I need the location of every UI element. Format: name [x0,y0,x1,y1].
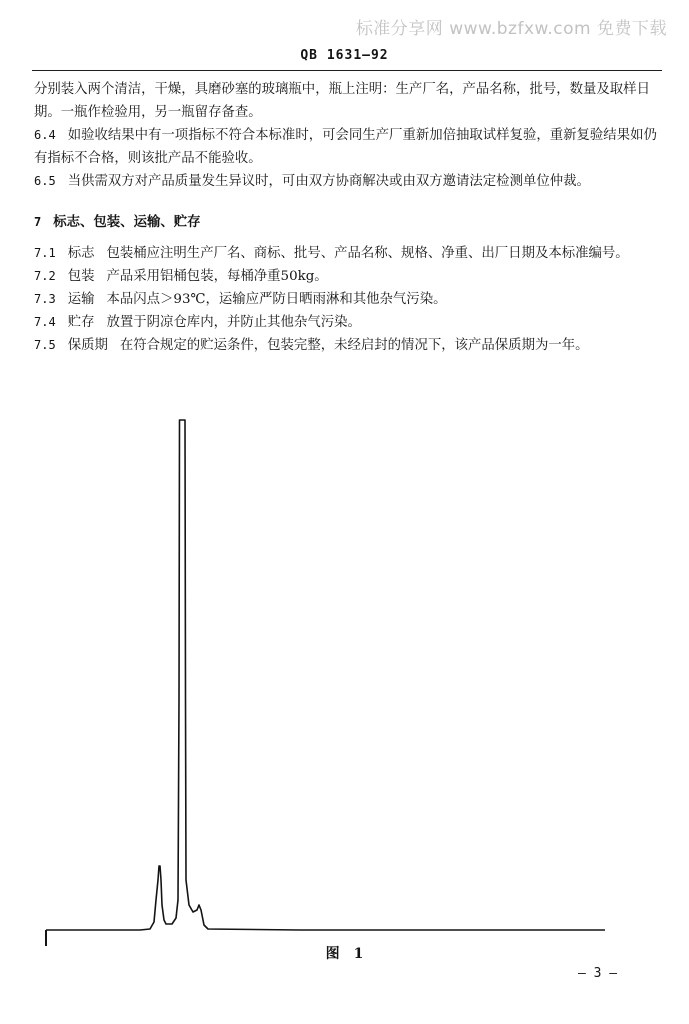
clause-label: 保质期 [67,338,108,353]
clause-number: 7.3 [34,292,56,306]
clause-7-5 [34,334,659,357]
watermark: 标准分享网 www.bzfxw.com 免费下载 [355,19,667,39]
clause-text: 放置于阴凉仓库内，并防止其他杂气污染。 [106,315,361,330]
header-rule [32,70,662,71]
clause-7-2 [34,265,659,288]
clause-6-5 [34,170,659,193]
document-body [34,78,659,357]
clause-label: 运输 [67,292,95,307]
clause-7-4 [34,311,659,334]
figure-caption: 图 1 [325,946,364,962]
clause-7-3 [34,288,659,311]
clause-label: 包装 [67,269,95,284]
section-7-heading [34,211,659,234]
standard-number-header: QB 1631—92 [300,48,389,63]
paragraph-text: 分别装入两个清洁，干燥，具磨砂塞的玻璃瓶中，瓶上注明：生产厂名，产品名称，批号，数量及取样日期。一瓶作检验用，另一瓶留存备查。 [34,82,650,120]
paragraph-continuation [34,78,659,124]
clause-number: 7.2 [34,269,56,283]
clause-label: 标志 [67,246,95,261]
page-number: — 3 — [578,966,618,981]
clause-number: 7.1 [34,246,56,260]
clause-6-4 [34,124,659,170]
clause-number: 6.4 [34,128,56,142]
clause-text: 本品闪点＞93℃，运输应严防日晒雨淋和其他杂气污染。 [106,292,447,307]
clause-text: 当供需双方对产品质量发生异议时，可由双方协商解决或由双方邀请法定检测单位仲裁。 [67,174,590,189]
section-title: 标志、包装、运输、贮存 [53,214,201,230]
clause-text: 产品采用铝桶包装，每桶净重50kg。 [106,269,328,284]
clause-7-1 [34,242,659,265]
chromatogram-figure [0,410,689,950]
section-number: 7 [34,215,42,229]
clause-text: 在符合规定的贮运条件，包装完整，未经启封的情况下，该产品保质期为一年。 [119,338,589,353]
clause-label: 贮存 [67,315,95,330]
clause-text: 包装桶应注明生产厂名、商标、批号、产品名称、规格、净重、出厂日期及本标准编号。 [106,246,629,261]
clause-number: 7.5 [34,338,56,352]
chromatogram-trace [46,420,605,930]
clause-text: 如验收结果中有一项指标不符合本标准时，可会同生产厂重新加倍抽取试样复验，重新复验结果如仍有指标不合格，则该批产品不能验收。 [34,128,657,166]
clause-number: 6.5 [34,174,56,188]
clause-number: 7.4 [34,315,56,329]
